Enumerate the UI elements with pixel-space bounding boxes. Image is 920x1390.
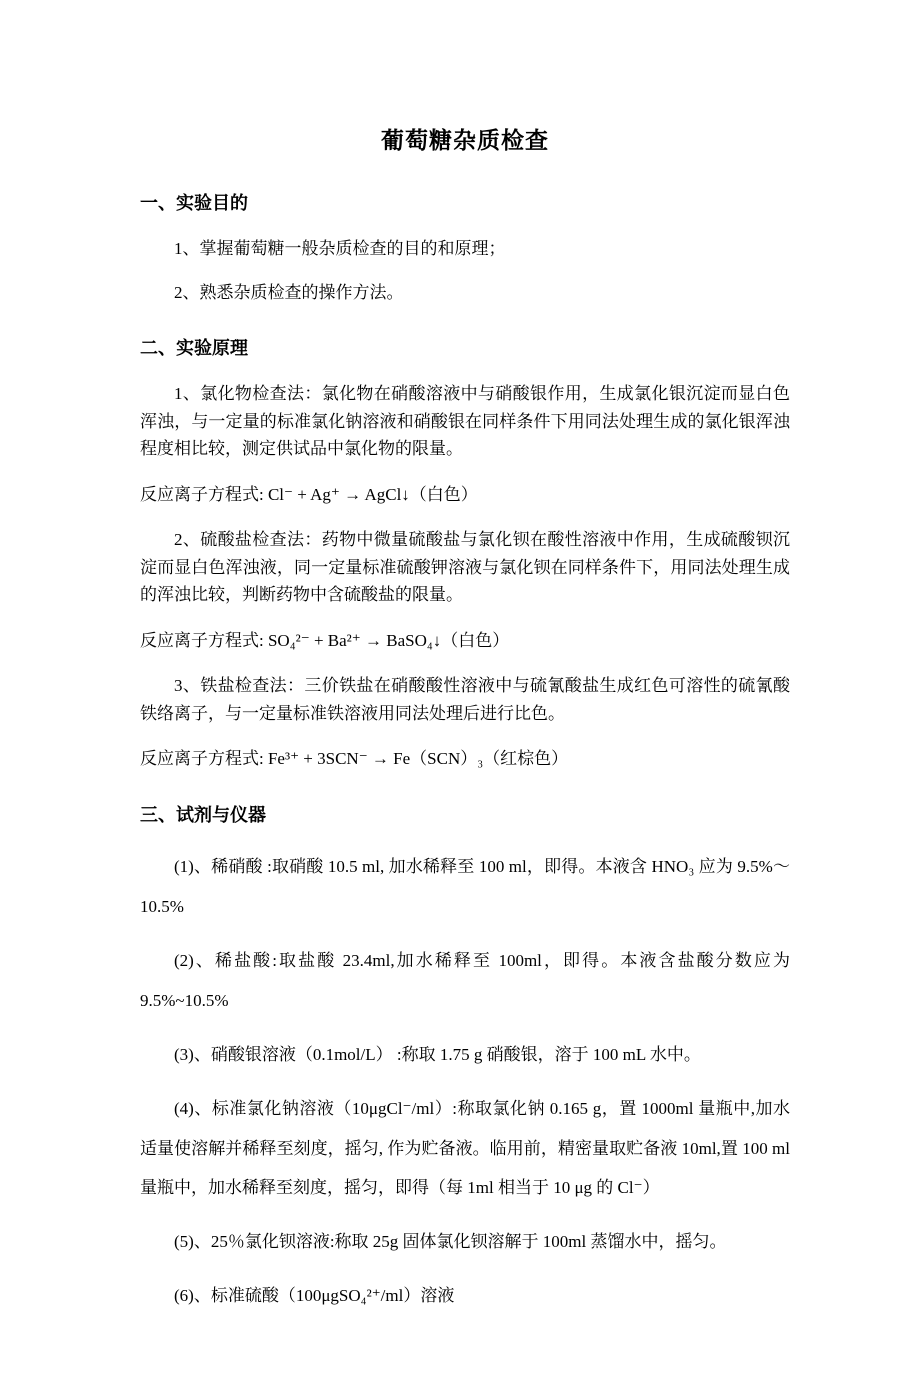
reagent-item-3: (3)、硝酸银溶液（0.1mol/L） :称取 1.75 g 硝酸银，溶于 100 mL 水中。	[174, 1044, 701, 1064]
section-heading-purpose: 一、实验目的	[140, 193, 248, 213]
ionic-equation-sulfate: 反应离子方程式: SO₄²⁻ + Ba²⁺ → BaSO₄↓（白色）	[140, 630, 510, 650]
purpose-item-1: 1、掌握葡萄糖一般杂质检查的目的和原理；	[174, 239, 506, 258]
principle-method-chloride: 1、氯化物检查法：氯化物在硝酸溶液中与硝酸银作用，生成氯化银沉淀而显白色浑浊，与一定量的标准氯化钠溶液和硝酸银在同样条件下用同法处理生成的氯化银浑浊程度相比较，测定供试品中氯化物的限量。	[140, 384, 790, 459]
reagent-item-5: (5)、25％氯化钡溶液:称取 25g 固体氯化钡溶解于 100ml 蒸馏水中，摇匀。	[174, 1232, 727, 1252]
purpose-item-2: 2、熟悉杂质检查的操作方法。	[174, 282, 404, 302]
document-title: 葡萄糖杂质检查	[381, 128, 549, 153]
principle-method-iron: 3、铁盐检查法：三价铁盐在硝酸酸性溶液中与硫氰酸盐生成红色可溶性的硫氰酸铁络离子，与一定量标准铁溶液用同法处理后进行比色。	[140, 676, 790, 723]
reagent-item-6: (6)、标准硫酸（100μgSO₄²⁺/ml）溶液	[174, 1286, 455, 1306]
ionic-equation-chloride: 反应离子方程式: Cl⁻ + Ag⁺ → AgCl↓（白色）	[140, 484, 478, 504]
ionic-equation-iron: 反应离子方程式: Fe³⁺ + 3SCN⁻ → Fe（SCN）₃（红棕色）	[140, 749, 569, 769]
section-heading-reagents: 三、试剂与仪器	[140, 804, 266, 825]
reagent-item-4: (4)、标准氯化钠溶液（10μgCl⁻/ml）:称取氯化钠 0.165 g，置 1000ml 量瓶中,加水适量使溶解并稀释至刻度，摇匀, 作为贮备液。临用前，精密量取贮备液 10ml,置 100 ml 量瓶中，加水稀释至刻度，摇匀，即得（每 1ml 相当于 10 μg 的 Cl⁻）	[140, 1098, 790, 1198]
principle-method-sulfate: 2、硫酸盐检查法：药物中微量硫酸盐与氯化钡在酸性溶液中作用，生成硫酸钡沉淀而显白色浑浊液，同一定量标准硫酸钾溶液与氯化钡在同样条件下，用同法处理生成的浑浊比较，判断药物中含硫酸盐的限量。	[140, 530, 790, 605]
reagent-item-1: (1)、稀硝酸 :取硝酸 10.5 ml, 加水稀释至 100 ml，即得。本液含 HNO₃ 应为 9.5%～10.5%	[140, 856, 790, 916]
section-heading-principle: 二、实验原理	[140, 338, 248, 359]
reagent-item-2: (2)、稀盐酸:取盐酸 23.4ml,加水稀释至 100ml，即得。本液含盐酸分数应为 9.5%~10.5%	[140, 950, 790, 1010]
